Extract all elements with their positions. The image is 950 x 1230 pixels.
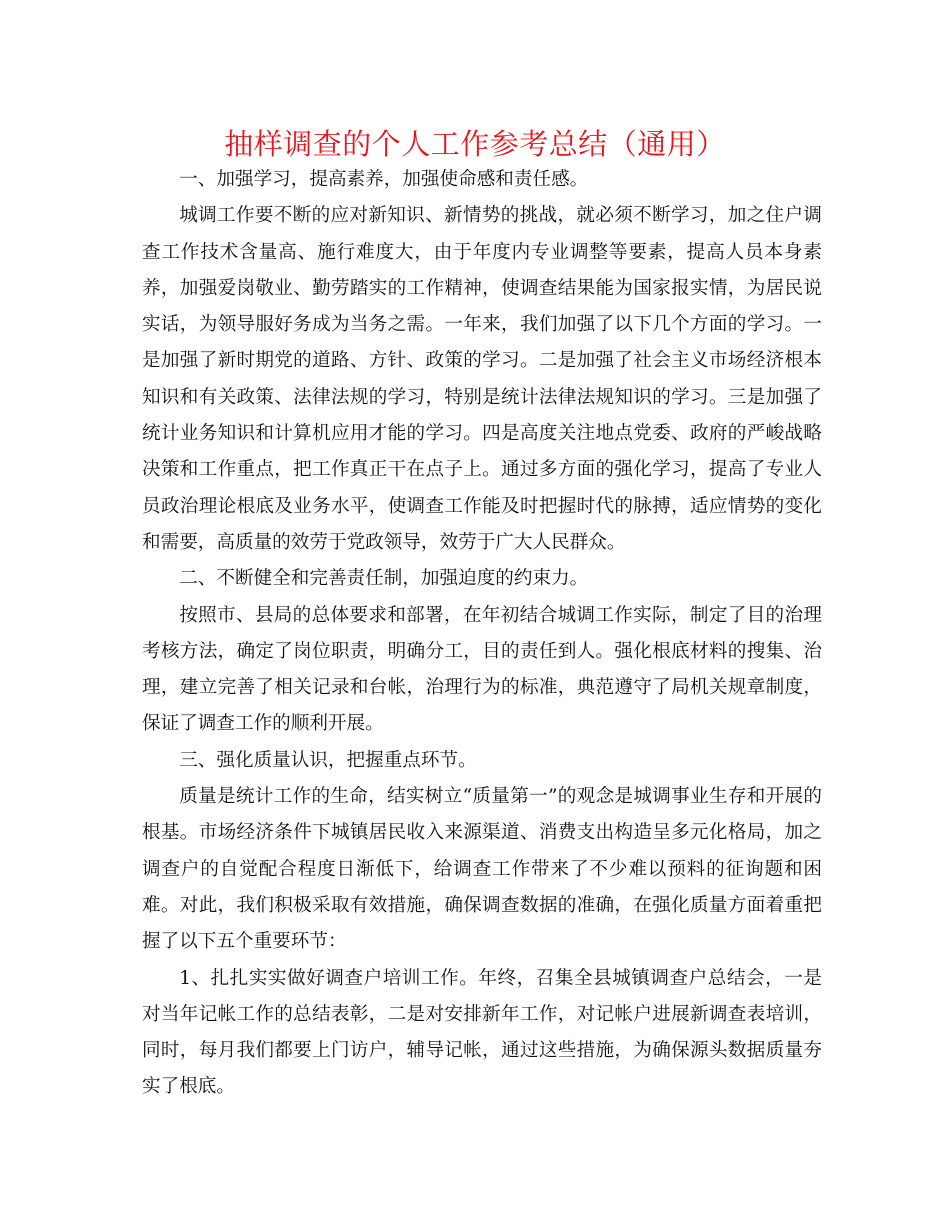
section-heading-2: 二、不断健全和完善责任制，加强迫度的约束力。 [179, 568, 589, 590]
paragraph-responsibility: 按照市、县局的总体要求和部署，在年初结合城调工作实际，制定了目的治理考核方法，确定了岗位职责，明确分工，目的责任到人。强化根底材料的搜集、治理，建立完善了相关记录和台帐，治理行为的标准，典范遵守了局机关规章制度，保证了调查工作的顺利开展。 [142, 604, 822, 735]
paragraph-quality: 质量是统计工作的生命，结实树立“质量第一”的观念是城调事业生存和开展的根基。市场经济条件下城镇居民收入来源渠道、消费支出构造呈多元化格局，加之调查户的自觉配合程度日渐低下，给调查工作带来了不少难以预料的征询题和困难。对此，我们积极采取有效措施，确保调查数据的准确，在强化质量方面着重把握了以下五个重要环节： [142, 786, 822, 953]
paragraph-training: 1、扎扎实实做好调查户培训工作。年终，召集全县城镇调查户总结会，一是对当年记帐工作的总结表彰，二是对安排新年工作，对记帐户进展新调查表培训，同时，每月我们都要上门访户，辅导记帐，通过这些措施，为确保源头数据质量夯实了根底。 [142, 967, 822, 1098]
section-heading-3: 三、强化质量认识，把握重点环节。 [179, 749, 477, 771]
paragraph-learning: 城调工作要不断的应对新知识、新情势的挑战，就必须不断学习，加之住户调查工作技术含量高、施行难度大，由于年度内专业调整等要素，提高人员本身素养，加强爱岗敬业、勤劳踏实的工作精神，使调查结果能为国家报实情，为居民说实话，为领导服好务成为当务之需。一年来，我们加强了以下几个方面的学习。一是加强了新时期党的道路、方针、政策的学习。二是加强了社会主义市场经济根本知识和有关政策、法律法规的学习，特别是统计法律法规知识的学习。三是加强了统计业务知识和计算机应用才能的学习。四是高度关注地点党委、政府的严峻战略决策和工作重点，把工作真正干在点子上。通过多方面的强化学习，提高了专业人员政治理论根底及业务水平，使调查工作能及时把握时代的脉搏，适应情势的变化和需要，高质量的效劳于党政领导，效劳于广大人民群众。 [142, 205, 822, 553]
section-heading-1: 一、加强学习，提高素养，加强使命感和责任感。 [179, 169, 589, 190]
document-title: 抽样调查的个人工作参考总结（通用） [224, 127, 726, 161]
document-body [142, 162, 822, 1106]
